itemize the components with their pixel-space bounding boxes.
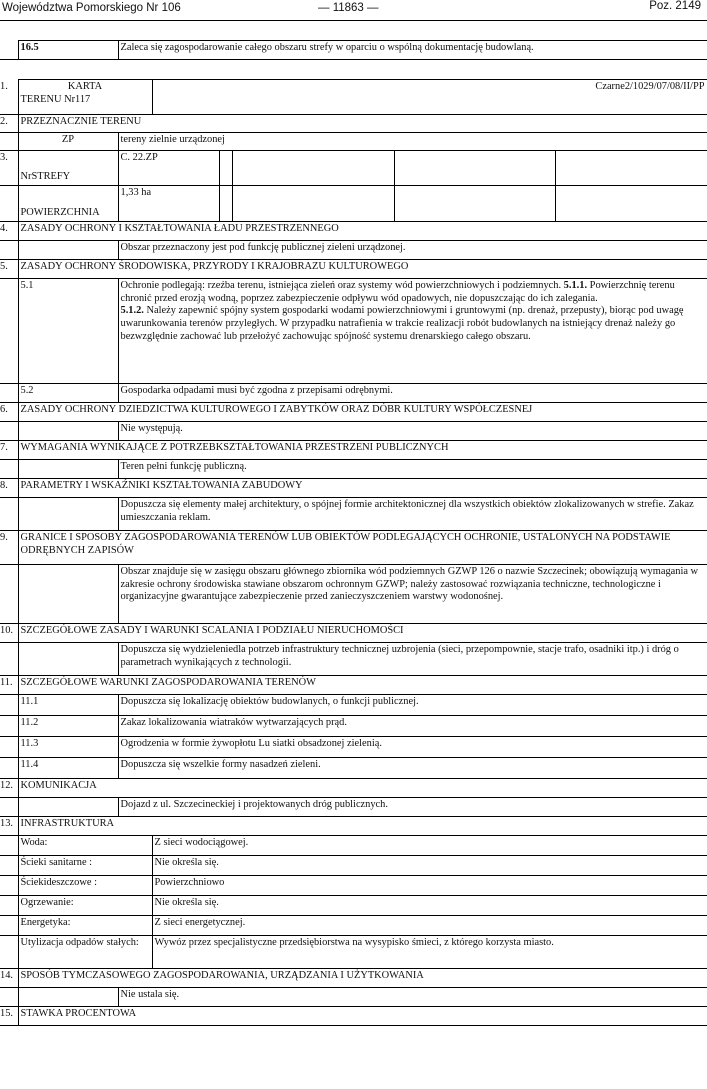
section-text: Dopuszcza się wydzieleniedla potrzeb infrastruktury technicznej uzbrojenia (sieci, przepompownie, stacje trafo, osadniki itp.) i dróg o parametrach wynikających z technologii. (118, 643, 707, 676)
section-title: SZCZEGÓŁOWE WARUNKI ZAGOSPODAROWANIA TERENÓW (18, 676, 707, 695)
table-row: 7. WYMAGANIA WYNIKAJĄCE Z POTRZEBKSZTAŁTOWANIA PRZESTRZENI PUBLICZNYCH (0, 441, 707, 460)
zone-label: NrSTREFY (18, 151, 118, 186)
table-row (0, 716, 707, 737)
sub-number: 11.1 (18, 695, 118, 716)
section-text: Dojazd z ul. Szczecineckiej i projektowanych dróg publicznych. (118, 798, 707, 817)
section-text: Gospodarka odpadami musi być zgodna z przepisami odrębnymi. (118, 384, 707, 403)
zoning-symbol: ZP (18, 133, 118, 151)
table-row (0, 186, 707, 222)
section-title: INFRASTRUKTURA (18, 817, 707, 836)
infra-label: Energetyka: (18, 916, 152, 936)
section-text: Dopuszcza się wszelkie formy nasadzeń zieleni. (118, 758, 707, 779)
infra-label: Utylizacja odpadów stałych: (18, 936, 152, 969)
zone-value: C. 22.ZP (118, 151, 219, 186)
infra-label: Woda: (18, 836, 152, 856)
infra-label: Ścieki sanitarne : (18, 856, 152, 876)
table-row (0, 241, 707, 260)
sub-number: 11.4 (18, 758, 118, 779)
infra-label: Ściekideszczowe : (18, 876, 152, 896)
section-text: Dopuszcza się lokalizację obiektów budowlanych, o funkcji publicznej. (118, 695, 707, 716)
sub-number: 11.2 (18, 716, 118, 737)
area-label: POWIERZCHNIA (18, 186, 118, 222)
table-row (0, 896, 707, 916)
infra-value: Z sieci energetycznej. (152, 916, 707, 936)
table-row: 14. SPOSÓB TYMCZASOWEGO ZAGOSPODAROWANIA, URZĄDZANIA I UŻYTKOWANIA (0, 969, 707, 988)
table-row (0, 876, 707, 896)
table-row: 6. ZASADY OCHRONY DZIEDZICTWA KULTUROWEGO I ZABYTKÓW ORAZ DÓBR KULTURY WSPÓŁCZESNEJ (0, 403, 707, 422)
section-title: SPOSÓB TYMCZASOWEGO ZAGOSPODAROWANIA, URZĄDZANIA I UŻYTKOWANIA (18, 969, 707, 988)
area-value: 1,33 ha (118, 186, 219, 222)
table-row: 9. GRANICE I SPOSOBY ZAGOSPODAROWANIA TERENÓW LUB OBIEKTÓW PODLEGAJĄCYCH OCHRONIE, USTALONYCH NA PODSTAWIE ODRĘBNYCH ZAPISÓW (0, 531, 707, 565)
table-row (0, 988, 707, 1007)
row-number: 16.5 (18, 41, 118, 60)
section-text: Ogrodzenia w formie żywopłotu Lu siatki obsadzonej zielenią. (118, 737, 707, 758)
table-row: 3. NrSTREFY C. 22.ZP (0, 151, 707, 186)
table-row (0, 279, 707, 384)
position-number: Poz. 2149 (649, 0, 701, 12)
section-title: ZASADY OCHRONY I KSZTAŁTOWANIA ŁADU PRZESTRZENNEGO (18, 222, 707, 241)
section-title: ZASADY OCHRONY DZIEDZICTWA KULTUROWEGO I ZABYTKÓW ORAZ DÓBR KULTURY WSPÓŁCZESNEJ (18, 403, 707, 422)
table-row (0, 133, 707, 151)
table-row: 11. SZCZEGÓŁOWE WARUNKI ZAGOSPODAROWANIA TERENÓW (0, 676, 707, 695)
section-text: Dopuszcza się elementy małej architektury, o spójnej formie architektonicznej dla wszystkich obiektów zlokalizowanych w strefie. Zakaz umieszczania reklam. (118, 498, 707, 531)
table-row (0, 758, 707, 779)
table-row: 13. INFRASTRUKTURA (0, 817, 707, 836)
section-text: Zakaz lokalizowania wiatraków wytwarzających prąd. (118, 716, 707, 737)
zoning-description: tereny zielnie urządzonej (118, 133, 707, 151)
section-title: WYMAGANIA WYNIKAJĄCE Z POTRZEBKSZTAŁTOWANIA PRZESTRZENI PUBLICZNYCH (18, 441, 707, 460)
table-row: 10. SZCZEGÓŁOWE ZASADY I WARUNKI SCALANIA I PODZIAŁU NIERUCHOMOŚCI (0, 624, 707, 643)
sub-number: 5.1 (18, 279, 118, 384)
section-text: Ochronie podlegają: rzeźba terenu, istniejąca zieleń oraz systemy wód powierzchniowych i podziemnych. 5.1.1. Powierzchnię terenu chronić przed erozją wodną, poprzez zabezpieczenie odpływu wód opadowych, nie dopuszczając do ich zalegania. 5.1.2. Należy zapewnić spójny system gospodarki wodami powierzchniowymi i gruntowymi (np. drenaż, przepusty), biorąc pod uwagę uwarunkowania terenów przyległych. W przypadku natrafienia w trakcie realizacji robót budowlanych na istniejący drenaż należy go bezwzględnie zachować lub przełożyć zachowując spójność systemu drenarskiego całego obszaru. (118, 279, 707, 384)
table-row (0, 422, 707, 441)
infra-value: Wywóz przez specjalistyczne przedsiębiorstwa na wysypisko śmieci, z którego korzysta miasto. (152, 936, 707, 969)
section-text: Nie występują. (118, 422, 707, 441)
table-row: 5. ZASADY OCHRONY ŚRODOWISKA, PRZYRODY I KRAJOBRAZU KULTUROWEGO (0, 260, 707, 279)
page-header (0, 0, 707, 21)
page-number: — 11863 — (318, 2, 379, 14)
table-row (0, 41, 707, 60)
sub-number: 5.2 (18, 384, 118, 403)
table-row (0, 384, 707, 403)
table-row: 1. KARTA TERENU Nr117 Czarne2/1029/07/08/II/PP (0, 80, 707, 115)
infra-value: Nie określa się. (152, 896, 707, 916)
section-title: SZCZEGÓŁOWE ZASADY I WARUNKI SCALANIA I PODZIAŁU NIERUCHOMOŚCI (18, 624, 707, 643)
section-title: PARAMETRY I WSKAŹNIKI KSZTAŁTOWANIA ZABUDOWY (18, 479, 707, 498)
table-row (0, 460, 707, 479)
journal-title: Województwa Pomorskiego Nr 106 (2, 2, 181, 14)
table-row (0, 695, 707, 716)
section-text: Obszar przeznaczony jest pod funkcję publicznej zieleni urządzonej. (118, 241, 707, 260)
continuation-table (0, 40, 707, 60)
table-row (0, 643, 707, 676)
infra-value: Z sieci wodociągowej. (152, 836, 707, 856)
section-title: KOMUNIKACJA (18, 779, 707, 798)
section-text: Nie ustala się. (118, 988, 707, 1007)
infra-value: Nie określa się. (152, 856, 707, 876)
section-text: Obszar znajduje się w zasięgu obszaru głównego zbiornika wód podziemnych GZWP 126 o nazwie Szczecinek; obowiązują wymagania w zakresie ochrony środowiska stawiane obszarom ochronnym GZWP; należy zastosować rozwiązania techniczne, technologiczne i organizacyjne gwarantujące zabezpieczenie przed zanieczyszczeniem warstwy wodonośnej. (118, 565, 707, 624)
section-title: STAWKA PROCENTOWA (18, 1007, 707, 1026)
table-row (0, 498, 707, 531)
table-row: 4. ZASADY OCHRONY I KSZTAŁTOWANIA ŁADU PRZESTRZENNEGO (0, 222, 707, 241)
table-row: 2. PRZEZNACZNIE TERENU (0, 115, 707, 133)
section-title: GRANICE I SPOSOBY ZAGOSPODAROWANIA TERENÓW LUB OBIEKTÓW PODLEGAJĄCYCH OCHRONIE, USTALONYCH NA PODSTAWIE ODRĘBNYCH ZAPISÓW (18, 531, 707, 565)
table-row: 15. STAWKA PROCENTOWA (0, 1007, 707, 1026)
section-title: ZASADY OCHRONY ŚRODOWISKA, PRZYRODY I KRAJOBRAZU KULTUROWEGO (18, 260, 707, 279)
table-row: 8. PARAMETRY I WSKAŹNIKI KSZTAŁTOWANIA ZABUDOWY (0, 479, 707, 498)
terrain-card-table (0, 79, 707, 1026)
section-text: Teren pełni funkcję publiczną. (118, 460, 707, 479)
table-row (0, 916, 707, 936)
card-code: Czarne2/1029/07/08/II/PP (152, 80, 707, 115)
table-row (0, 936, 707, 969)
row-text: Zaleca się zagospodarowanie całego obszaru strefy w oparciu o wspólną dokumentację budowlaną. (118, 41, 707, 60)
table-row (0, 856, 707, 876)
infra-label: Ogrzewanie: (18, 896, 152, 916)
table-row (0, 836, 707, 856)
infra-value: Powierzchniowo (152, 876, 707, 896)
table-row (0, 565, 707, 624)
sub-number: 11.3 (18, 737, 118, 758)
section-title: PRZEZNACZNIE TERENU (18, 115, 707, 133)
table-row: 12. KOMUNIKACJA (0, 779, 707, 798)
table-row (0, 737, 707, 758)
table-row (0, 798, 707, 817)
card-title: KARTA TERENU Nr117 (18, 80, 152, 115)
